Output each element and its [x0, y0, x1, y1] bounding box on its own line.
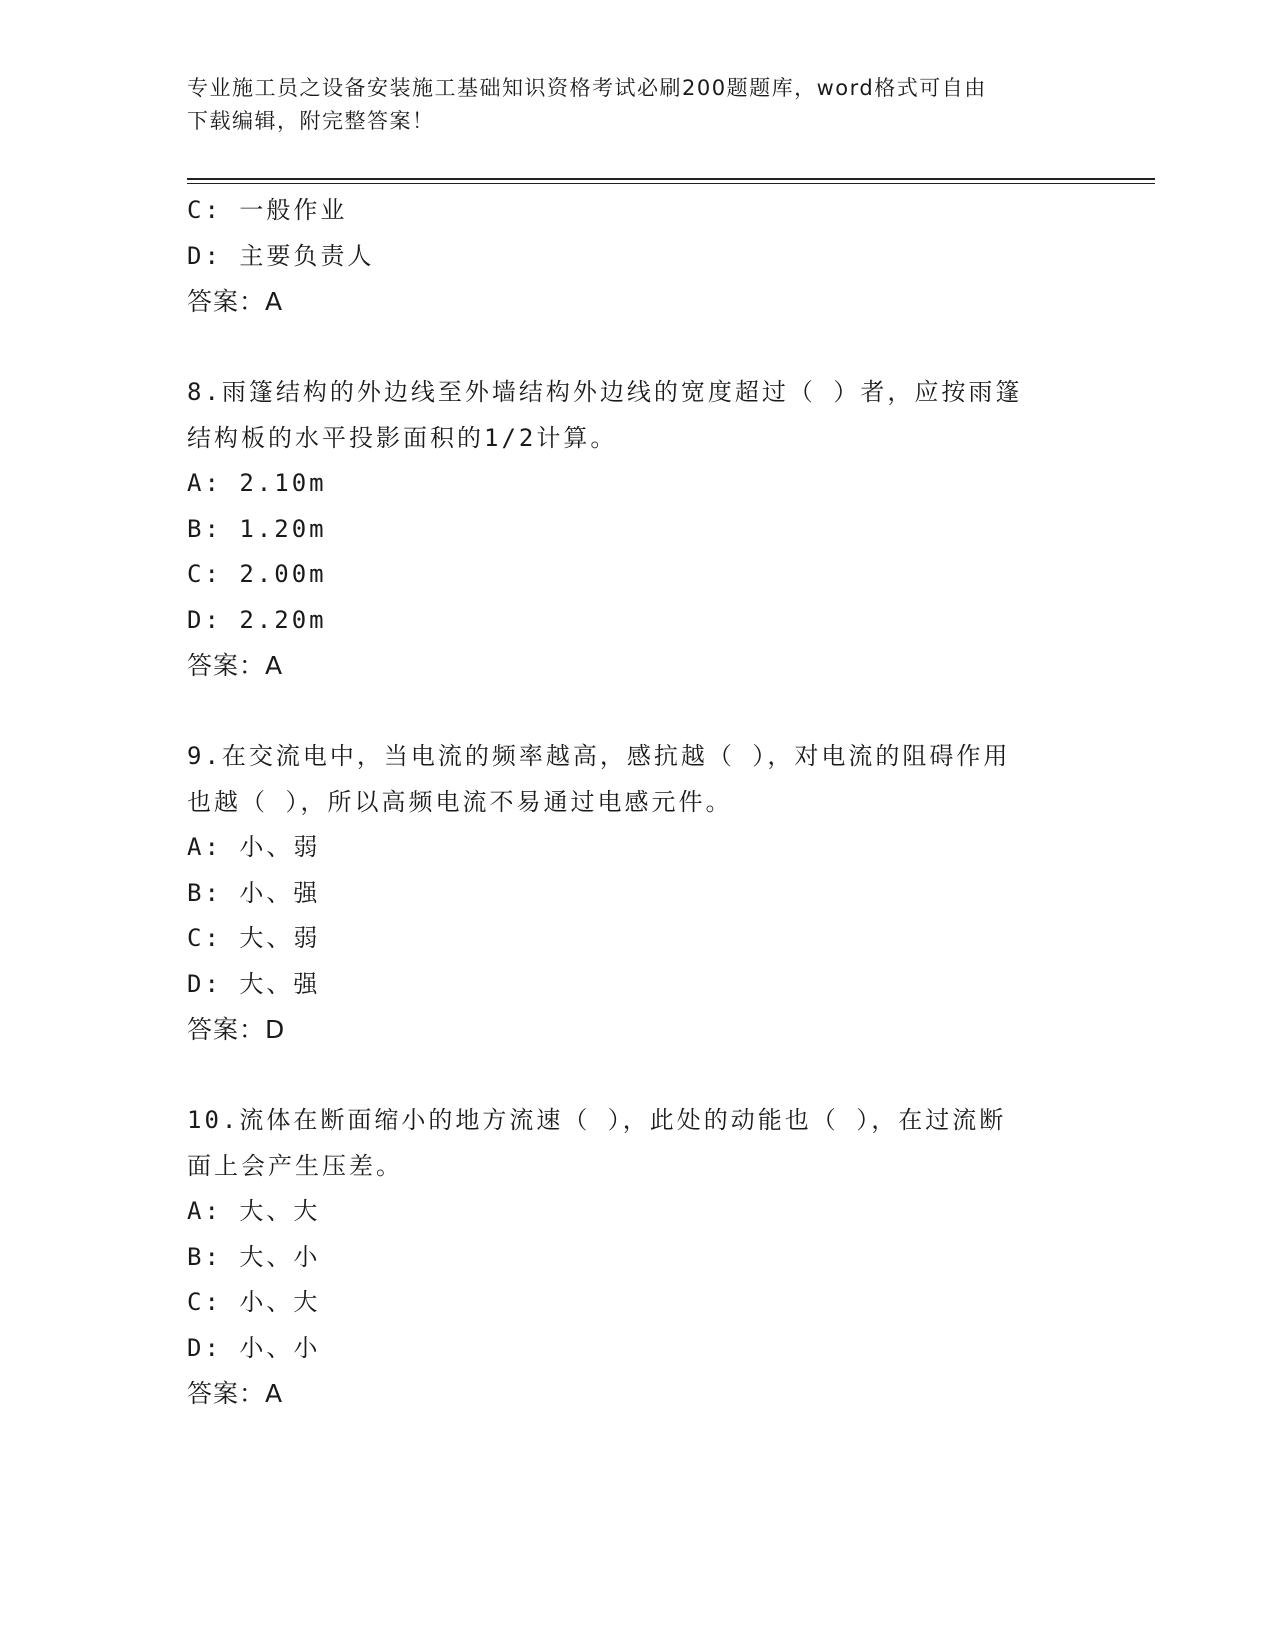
option-a: A: 2.10m: [187, 469, 327, 497]
question-text-line-1: 9.在交流电中，当电流的频率越高，感抗越（ ），对电流的阻碍作用: [187, 742, 1011, 770]
header-title-line-2: 下载编辑，附完整答案！: [187, 109, 435, 133]
option-a: A: 小、弱: [187, 833, 321, 861]
answer-line: 答案：A: [187, 1379, 284, 1408]
previous-question-tail: [187, 188, 1087, 325]
question-text-line-2: 结构板的水平投影面积的1/2计算。: [187, 423, 618, 452]
header-rule-thin: [187, 183, 1155, 184]
question-content: [187, 188, 1087, 1417]
question-text-line-1: 8.雨篷结构的外边线至外墙结构外边线的宽度超过（ ）者，应按雨篷: [187, 378, 1023, 406]
option-d: D: 2.20m: [187, 605, 327, 634]
option-c: C: 一般作业: [187, 196, 348, 224]
option-d: D: 大、强: [187, 969, 321, 998]
answer-line: 答案：D: [187, 1015, 286, 1044]
option-b: B: 小、强: [187, 878, 321, 907]
option-d: D: 小、小: [187, 1333, 321, 1362]
option-c: C: 2.00m: [187, 560, 327, 588]
option-d: D: 主要负责人: [187, 241, 375, 270]
question-text-line-1: 10.流体在断面缩小的地方流速（ ），此处的动能也（ ），在过流断: [187, 1106, 1007, 1134]
option-b: B: 1.20m: [187, 514, 327, 543]
question-8: [187, 370, 1087, 689]
question-9: [187, 734, 1087, 1053]
header-rule-thick: [187, 178, 1155, 180]
option-c: C: 大、弱: [187, 924, 321, 952]
option-c: C: 小、大: [187, 1288, 321, 1316]
question-text-line-2: 也越（ ），所以高频电流不易通过电感元件。: [187, 787, 733, 816]
option-a: A: 大、大: [187, 1197, 321, 1225]
header-title-line-1: 专业施工员之设备安装施工基础知识资格考试必刷200题题库，word格式可自由: [187, 76, 987, 100]
question-text-line-2: 面上会产生压差。: [187, 1151, 403, 1180]
answer-line: 答案：A: [187, 287, 284, 316]
answer-line: 答案：A: [187, 651, 284, 680]
question-10: [187, 1098, 1087, 1417]
page-header: [187, 72, 1067, 138]
option-b: B: 大、小: [187, 1242, 321, 1271]
